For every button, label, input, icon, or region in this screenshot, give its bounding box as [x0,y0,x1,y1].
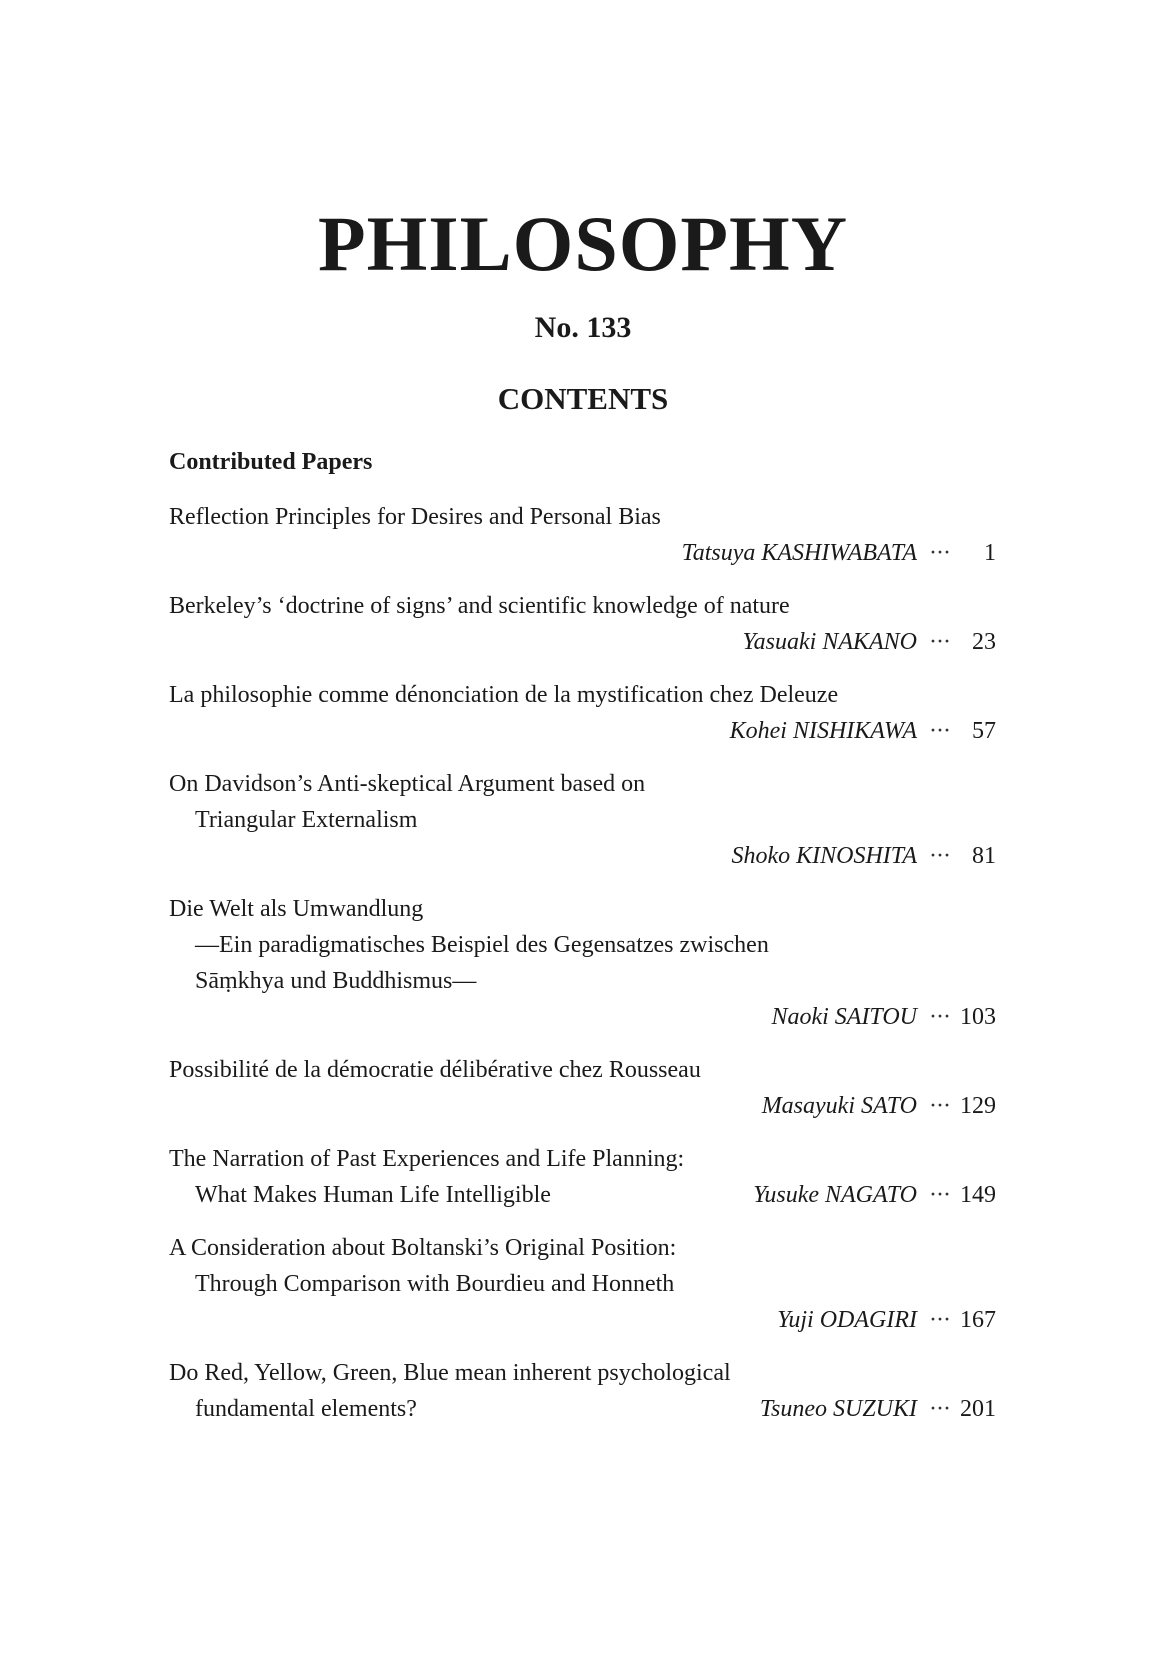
entry-title-line: Do Red, Yellow, Green, Blue mean inherent psychological [169,1360,731,1386]
entry-author: Tatsuya KASHIWABATA [681,540,918,566]
entry-title-line: Through Comparison with Bourdieu and Honneth [195,1271,675,1297]
entry-title-line: On Davidson’s Anti-skeptical Argument based on [169,771,646,797]
entry-title-line: Triangular Externalism [195,807,418,833]
toc-entry[interactable] [169,588,996,660]
toc-entry[interactable] [169,1355,996,1427]
leader-dots: ··· [929,1004,950,1030]
toc-entry[interactable] [169,891,996,1035]
entry-title-line: Reflection Principles for Desires and Personal Bias [169,504,661,530]
entry-title-line: —Ein paradigmatisches Beispiel des Gegensatzes zwischen [195,932,769,958]
toc-entry[interactable] [169,766,996,874]
leader-dots: ··· [929,843,950,869]
page-number: 129 [960,1093,996,1119]
leader-dots: ··· [929,1396,950,1422]
entry-author: Tsuneo SUZUKI [759,1396,918,1422]
entry-author: Masayuki SATO [761,1093,918,1119]
entry-title-line: Sāṃkhya und Buddhismus— [195,968,477,994]
toc-entry[interactable] [169,1230,996,1338]
entry-author: Yasuaki NAKANO [742,629,918,655]
leader-dots: ··· [929,1093,950,1119]
entry-title-line: Die Welt als Umwandlung [169,896,424,922]
entry-author: Yuji ODAGIRI [777,1307,918,1333]
entry-author-line [169,713,996,749]
page-number: 201 [960,1396,996,1422]
entry-author: Shoko KINOSHITA [731,843,918,869]
leader-dots: ··· [929,718,950,744]
page-number: 23 [972,629,996,655]
leader-dots: ··· [929,1307,950,1333]
entry-author: Yusuke NAGATO [753,1182,918,1208]
entry-author-line [169,1302,996,1338]
page-number: 1 [984,540,996,566]
contents-heading: CONTENTS [497,381,669,416]
toc-entry[interactable] [169,499,996,571]
entry-title-line: La philosophie comme dénonciation de la mystification chez Deleuze [169,682,839,708]
leader-dots: ··· [929,540,950,566]
leader-dots: ··· [929,1182,950,1208]
entry-author-line [169,1177,996,1213]
page-number: 167 [960,1307,996,1333]
entry-title-line: A Consideration about Boltanski’s Original Position: [169,1235,677,1261]
section-heading: Contributed Papers [169,449,373,475]
entry-author-line [169,624,996,660]
entry-title-line: What Makes Human Life Intelligible [195,1182,551,1208]
page-number: 57 [972,718,996,744]
journal-title: PHILOSOPHY [317,200,849,287]
page-number: 81 [972,843,996,869]
leader-dots: ··· [929,629,950,655]
table-of-contents [169,499,996,1444]
page-number: 103 [960,1004,996,1030]
entry-title-line: The Narration of Past Experiences and Life Planning: [169,1146,685,1172]
entry-title-line: Berkeley’s ‘doctrine of signs’ and scientific knowledge of nature [169,593,790,619]
entry-author: Kohei NISHIKAWA [729,718,918,744]
entry-author-line [169,838,996,874]
entry-author-line [169,999,996,1035]
page-number: 149 [960,1182,996,1208]
toc-entry[interactable] [169,677,996,749]
toc-entry[interactable] [169,1141,996,1213]
toc-entry[interactable] [169,1052,996,1124]
issue-number: No. 133 [534,311,632,344]
entry-author-line [169,535,996,571]
entry-author-line [169,1088,996,1124]
entry-title-line: fundamental elements? [195,1396,417,1422]
entry-author: Naoki SAITOU [771,1004,918,1030]
entry-author-line [169,1391,996,1427]
entry-title-line: Possibilité de la démocratie délibérative chez Rousseau [169,1057,701,1083]
